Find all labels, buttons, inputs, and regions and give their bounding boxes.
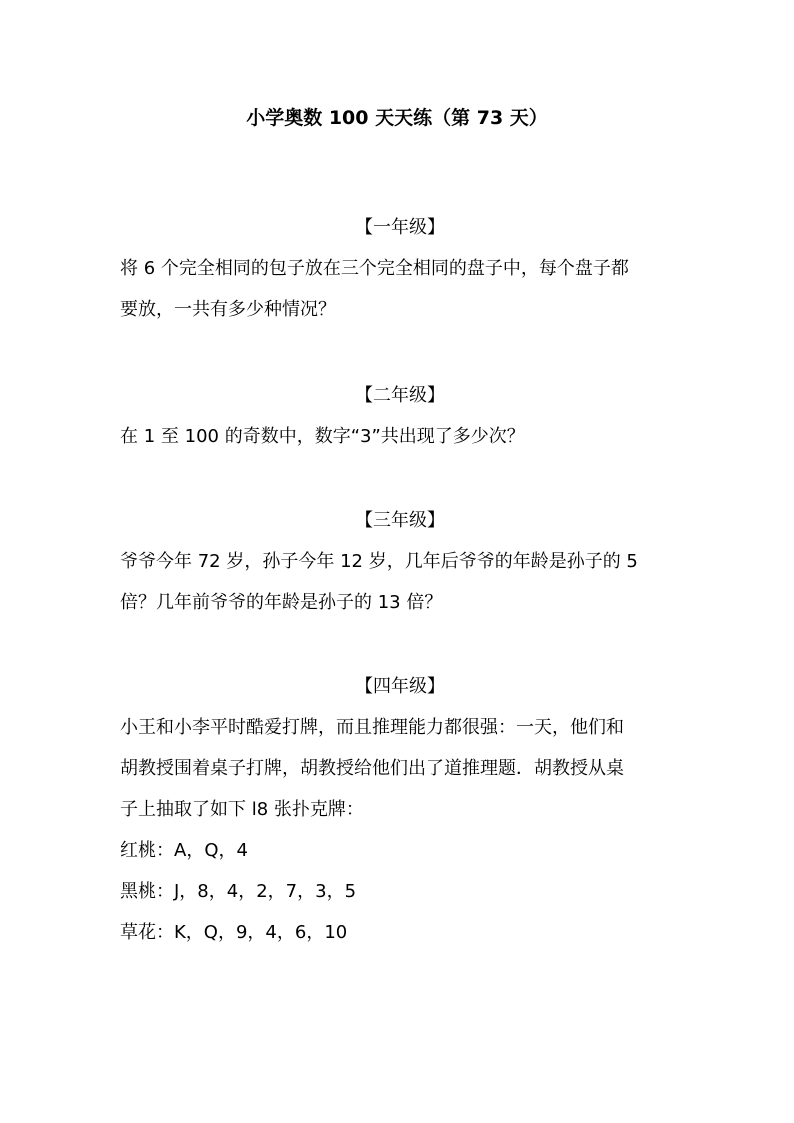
section-grade-3: [120, 507, 680, 617]
card-list-spades: 黑桃：J，8，4，2，7，3，5: [120, 881, 357, 902]
problem-text-line: 要放，一共有多少种情况？: [120, 299, 336, 320]
grade-heading: 【二年级】: [355, 385, 445, 406]
section-grade-2: [120, 382, 680, 451]
card-list-hearts: 红桃：A，Q，4: [120, 840, 248, 861]
problem-text-line: 小王和小李平时酷爱打牌，而且推理能力都很强：一天，他们和: [120, 717, 624, 738]
section-grade-4: [120, 673, 680, 947]
problem-text-line: 将 6 个完全相同的包子放在三个完全相同的盘子中，每个盘子都: [120, 258, 629, 279]
problem-text-line: 在 1 至 100 的奇数中，数字“3”共出现了多少次？: [120, 426, 525, 447]
problem-text-line: 倍？几年前爷爷的年龄是孙子的 13 倍？: [120, 592, 443, 613]
page-title: 小学奥数 100 天天练（第 73 天）: [246, 107, 548, 129]
problem-text-line: 爷爷今年 72 岁，孙子今年 12 岁，几年后爷爷的年龄是孙子的 5: [120, 551, 638, 572]
card-list-clubs: 草花：K，Q，9，4，6，10: [120, 922, 348, 943]
grade-heading: 【四年级】: [355, 676, 445, 697]
problem-text-line: 胡教授围着桌子打牌，胡教授给他们出了道推理题．胡教授从桌: [120, 758, 624, 779]
grade-heading: 【三年级】: [355, 510, 445, 531]
section-grade-1: [120, 214, 680, 324]
problem-text-line: 子上抽取了如下 l8 张扑克牌：: [120, 799, 364, 820]
grade-heading: 【一年级】: [355, 217, 445, 238]
